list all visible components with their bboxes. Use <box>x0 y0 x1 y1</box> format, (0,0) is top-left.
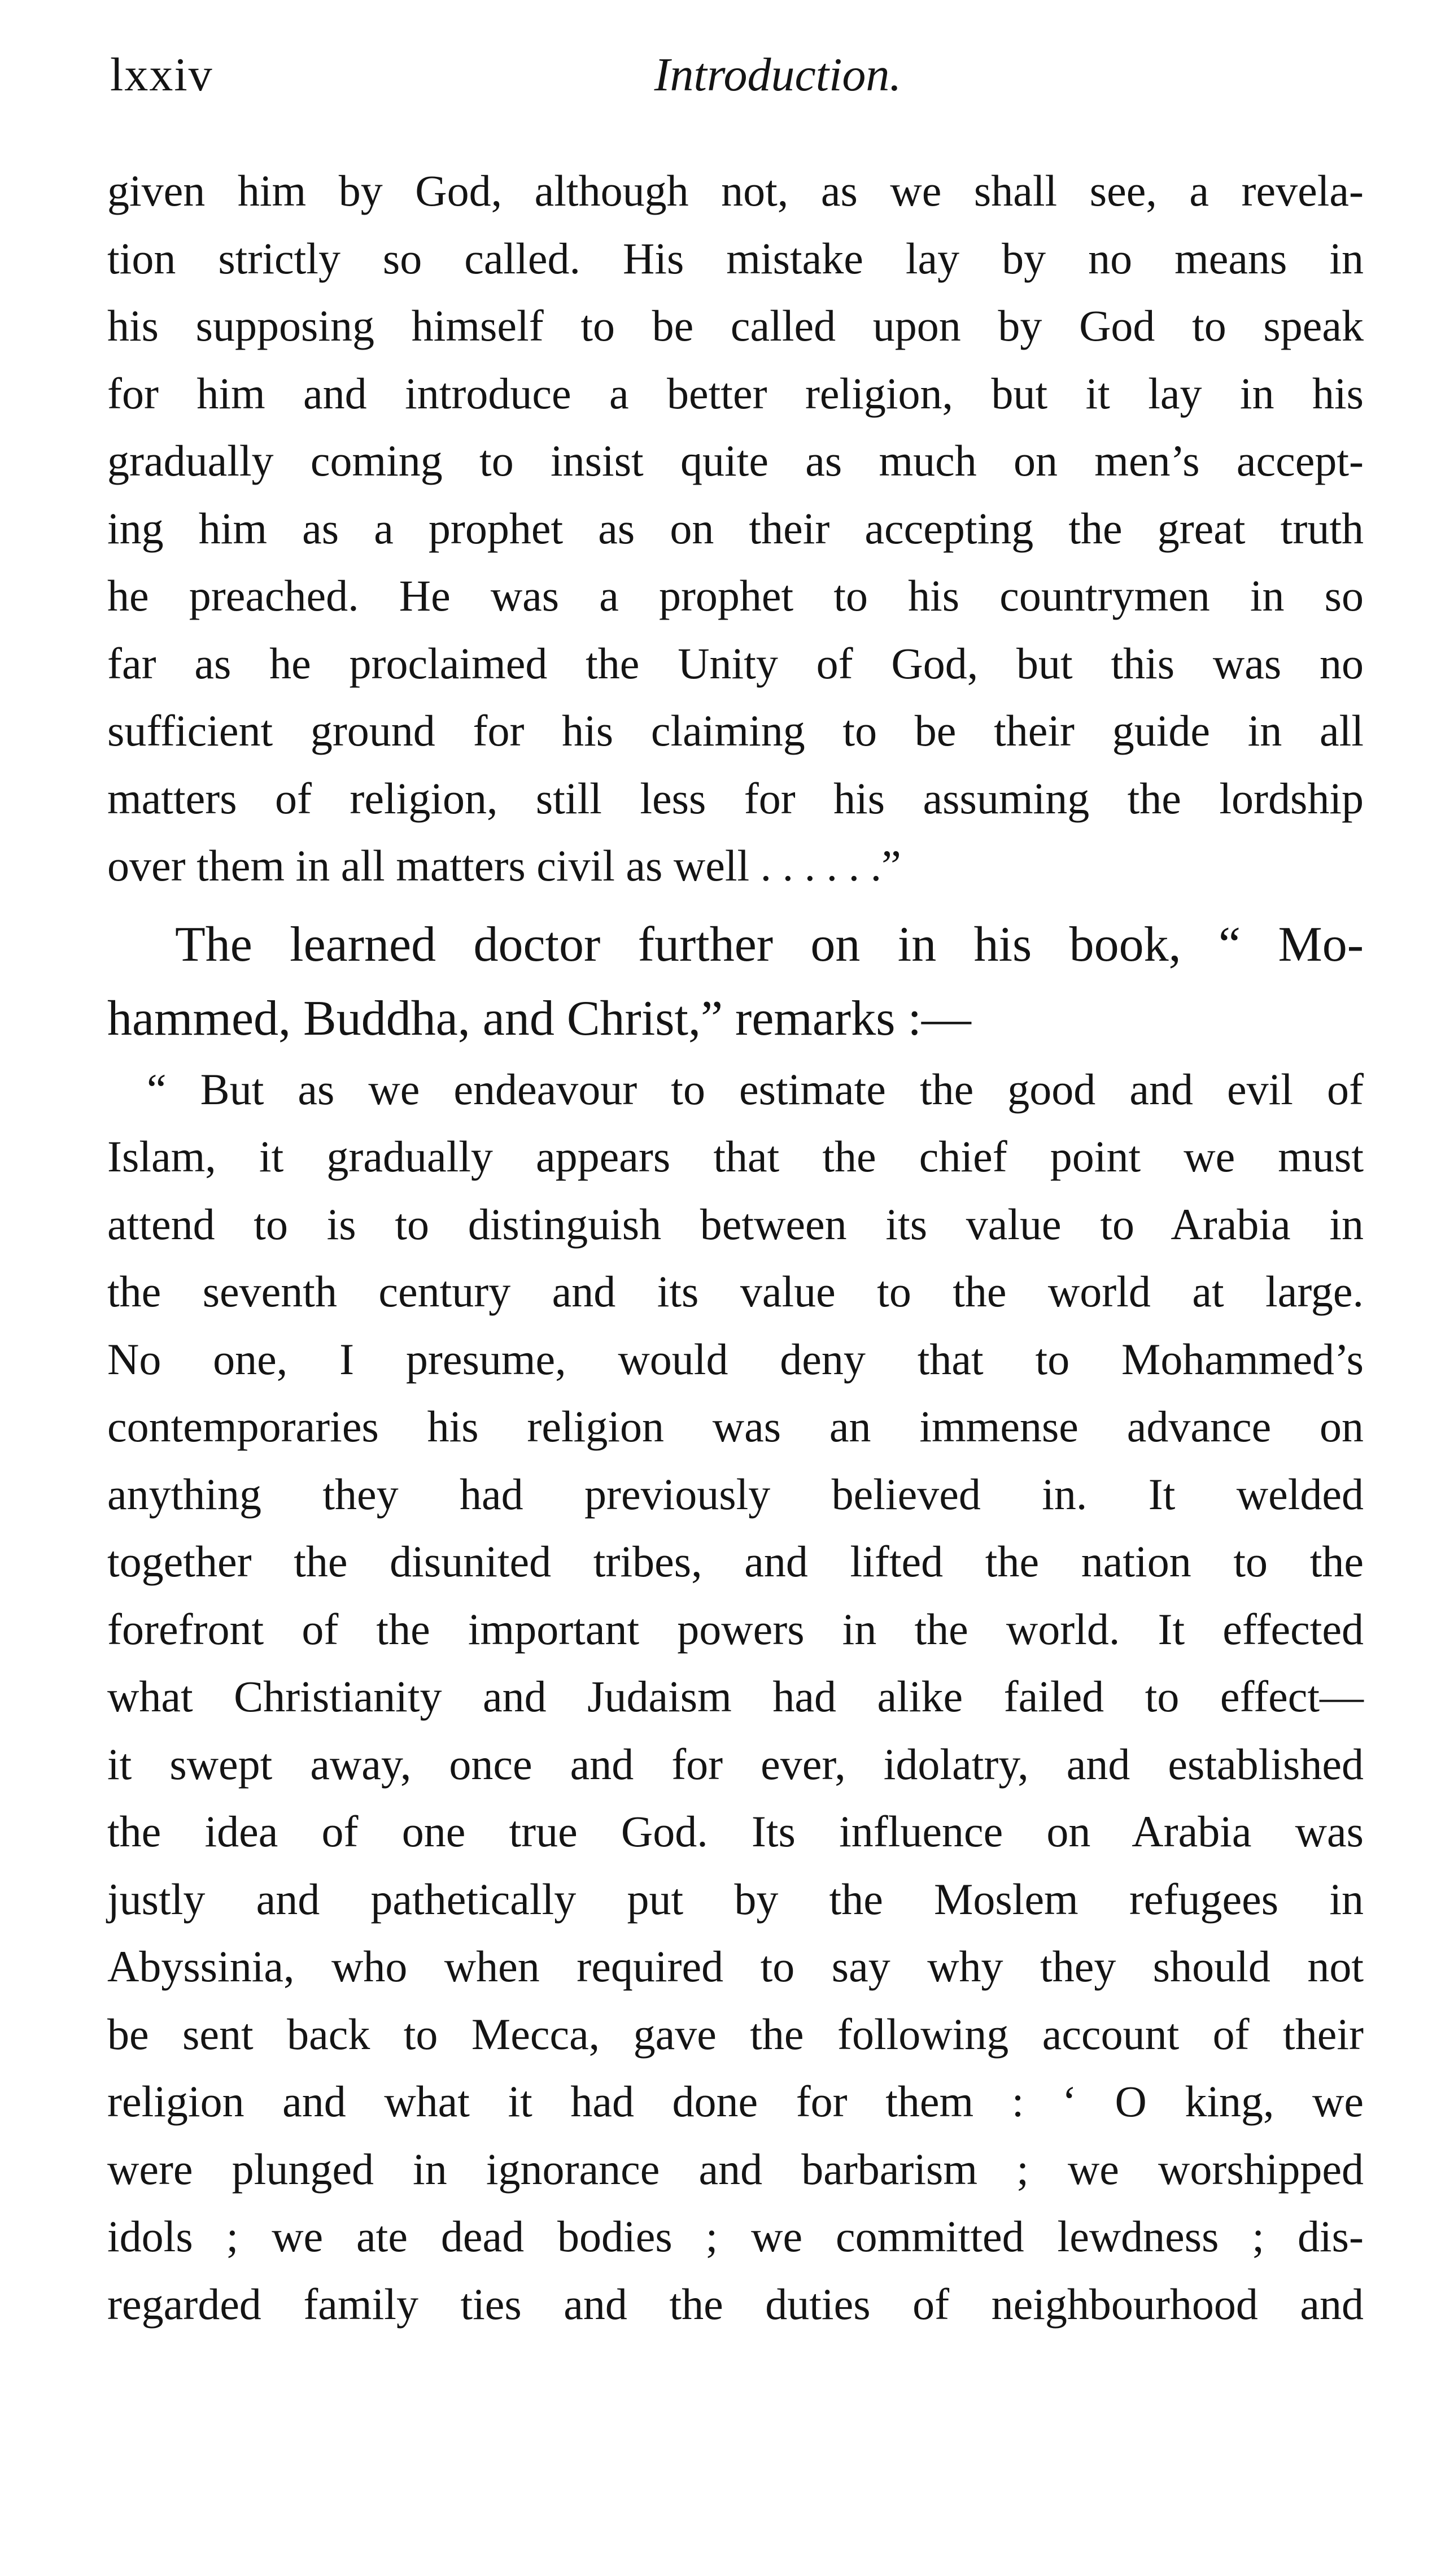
text-line: his supposing himself to be called upon by God to speak <box>107 301 1364 350</box>
text-line: be sent back to Mecca, gave the following account of their <box>107 2009 1364 2059</box>
text-line: forefront of the important powers in the world. It effected <box>107 1604 1364 1654</box>
text-line: regarded family ties and the duties of neighbourhood and <box>107 2279 1364 2329</box>
text-line: sufficient ground for his claiming to be their guide in all <box>107 706 1364 755</box>
text-line: ing him as a prophet as on their accepting the great truth <box>107 503 1364 553</box>
text-line: attend to is to distinguish between its value to Arabia in <box>107 1199 1364 1249</box>
text-line: given him by God, although not, as we shall see, a revela- <box>107 166 1364 215</box>
text-line: matters of religion, still less for his assuming the lordship <box>107 773 1364 823</box>
running-head <box>110 44 1366 106</box>
text-line: No one, I presume, would deny that to Mohammed’s <box>107 1334 1364 1384</box>
text-line: the idea of one true God. Its influence on Arabia was <box>107 1807 1364 1856</box>
text-line: idols ; we ate dead bodies ; we committed lewdness ; dis- <box>107 2212 1364 2261</box>
text-line: The learned doctor further on in his book, “ Mo- <box>175 917 1364 972</box>
text-line: Islam, it gradually appears that the chief point we must <box>107 1132 1364 1181</box>
text-line: gradually coming to insist quite as much on men’s accept- <box>107 436 1364 485</box>
text-line: justly and pathetically put by the Moslem refugees in <box>107 1874 1364 1924</box>
text-line: for him and introduce a better religion, but it lay in his <box>107 368 1364 418</box>
text-line: hammed, Buddha, and Christ,” remarks :— <box>107 991 971 1046</box>
text-line: contemporaries his religion was an immense advance on <box>107 1402 1364 1451</box>
text-line: tion strictly so called. His mistake lay by no means in <box>107 233 1364 283</box>
page-number: lxxiv <box>110 49 213 101</box>
text-line: what Christianity and Judaism had alike failed to effect— <box>107 1672 1364 1721</box>
text-line: together the disunited tribes, and lifted the nation to the <box>107 1537 1364 1586</box>
text-line: anything they had previously believed in. It welded <box>107 1469 1364 1519</box>
text-block <box>107 157 1364 2338</box>
paragraph-block-quotation <box>107 1056 1364 2338</box>
text-line: over them in all matters civil as well . . . . . .” <box>107 841 901 890</box>
text-line: “ But as we endeavour to estimate the good and evil of <box>147 1064 1364 1114</box>
text-line: Abyssinia, who when required to say why they should not <box>107 1942 1364 1991</box>
running-title: Introduction. <box>654 49 902 101</box>
paragraph-quotation-end <box>107 157 1364 900</box>
text-line: the seventh century and its value to the world at large. <box>107 1267 1364 1316</box>
text-line: were plunged in ignorance and barbarism ; we worshipped <box>107 2144 1364 2194</box>
text-line: he preached. He was a prophet to his countrymen in so <box>107 571 1364 620</box>
paragraph-author-remark <box>107 908 1364 1056</box>
text-line: religion and what it had done for them : ‘ O king, we <box>107 2077 1364 2126</box>
text-line: far as he proclaimed the Unity of God, but this was no <box>107 638 1364 688</box>
text-line: it swept away, once and for ever, idolatry, and established <box>107 1739 1364 1789</box>
